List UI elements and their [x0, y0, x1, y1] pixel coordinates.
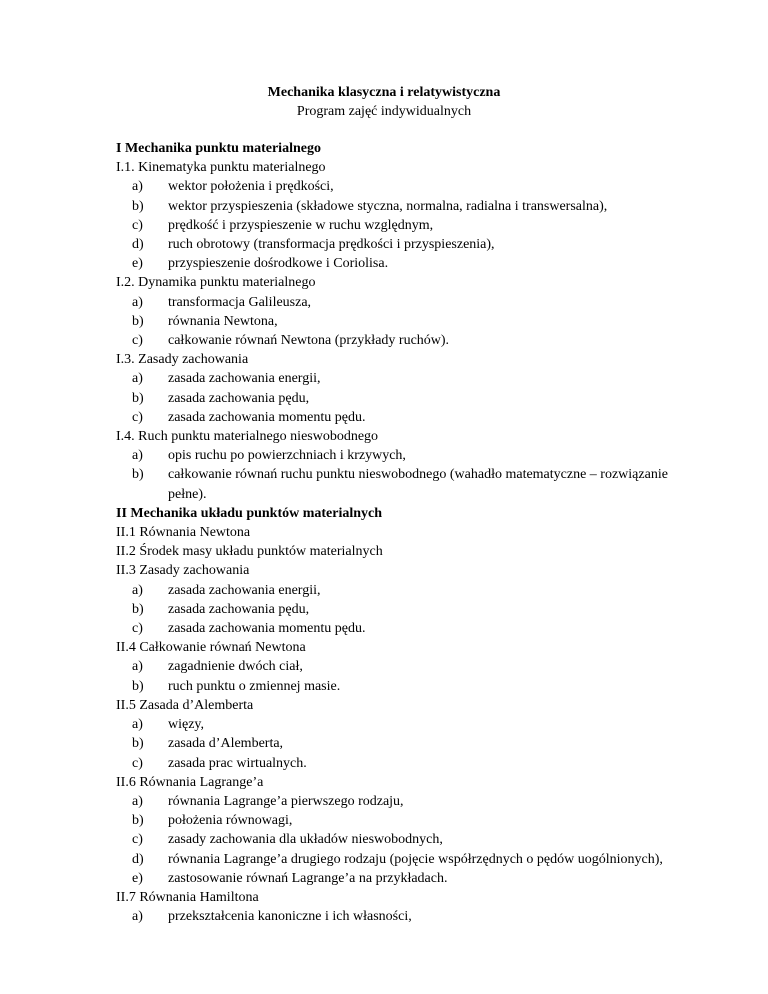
list-item	[116, 619, 676, 638]
section-heading: II.7 Równania Hamiltona	[116, 889, 259, 905]
list-item-text: zasada zachowania pędu,	[168, 601, 310, 617]
part-heading: I Mechanika punktu materialnego	[116, 141, 321, 156]
list-item	[116, 677, 676, 696]
syllabus-content	[116, 139, 676, 926]
list-item-label: c)	[132, 621, 143, 637]
list-item-label: b)	[132, 467, 144, 483]
list-item-text: przyspieszenie dośrodkowe i Coriolisa.	[168, 256, 389, 272]
list-item-text: transformacja Galileusza,	[168, 294, 312, 310]
list-item-label: e)	[132, 256, 143, 272]
list-item	[116, 657, 676, 676]
list-item	[116, 197, 676, 216]
list-item-text: całkowanie równań ruchu punktu nieswobodnego (wahadło matematyczne – rozwiązanie	[168, 467, 668, 483]
list-item	[116, 312, 676, 331]
list-item	[116, 389, 676, 408]
list-item	[116, 850, 676, 869]
list-item-label: c)	[132, 409, 143, 425]
list-item-text: zasada zachowania energii,	[168, 582, 321, 598]
list-item-label: a)	[132, 909, 143, 925]
list-item-label: d)	[132, 851, 144, 867]
part-heading: II Mechanika układu punktów materialnych	[116, 505, 383, 521]
list-item-label: c)	[132, 333, 143, 349]
list-item-text: przekształcenia kanoniczne i ich własności,	[168, 909, 412, 925]
list-item-text: zasada d’Alemberta,	[168, 736, 284, 752]
list-item-label: b)	[132, 813, 144, 829]
list-item-text: zasada zachowania energii,	[168, 371, 321, 387]
list-item-label: b)	[132, 198, 144, 214]
list-item	[116, 754, 676, 773]
list-item-label: a)	[132, 717, 143, 733]
list-item-text: wektor położenia i prędkości,	[168, 179, 334, 195]
section-heading: I.4. Ruch punktu materialnego nieswobodnego	[116, 429, 379, 445]
list-item-text: położenia równowagi,	[168, 813, 293, 829]
list-item	[116, 869, 676, 888]
list-item-label: d)	[132, 237, 144, 253]
list-item-label: e)	[132, 870, 143, 886]
list-item	[116, 734, 676, 753]
list-item-label: b)	[132, 678, 144, 694]
list-item	[116, 216, 676, 235]
list-item-label: b)	[132, 736, 144, 752]
section-heading: I.1. Kinematyka punktu materialnego	[116, 160, 326, 176]
list-item-text: zastosowanie równań Lagrange’a na przykładach.	[168, 870, 448, 886]
section-heading: II.4 Całkowanie równań Newtona	[116, 640, 306, 656]
section-heading: II.6 Równania Lagrange’a	[116, 774, 264, 790]
list-item	[116, 715, 676, 734]
list-item	[116, 254, 676, 273]
list-item	[116, 235, 676, 254]
list-item-text: ruch obrotowy (transformacja prędkości i przyspieszenia),	[168, 237, 495, 253]
list-item-label: a)	[132, 793, 143, 809]
list-item-label: a)	[132, 659, 143, 675]
section-heading: II.1 Równania Newtona	[116, 525, 251, 541]
list-item	[116, 792, 676, 811]
list-item	[116, 600, 676, 619]
list-item	[116, 830, 676, 849]
section-heading: I.3. Zasady zachowania	[116, 352, 249, 368]
list-item-text: całkowanie równań Newtona (przykłady ruchów).	[168, 333, 450, 349]
list-item-text: więzy,	[168, 717, 205, 733]
list-item-text: zasada zachowania momentu pędu.	[168, 409, 366, 425]
list-item	[116, 331, 676, 350]
list-item-text: równania Lagrange’a pierwszego rodzaju,	[168, 793, 404, 809]
list-item-label: a)	[132, 371, 143, 387]
list-item	[116, 811, 676, 830]
section-heading: II.5 Zasada d’Alemberta	[116, 697, 254, 713]
list-item-text: ruch punktu o zmiennej masie.	[168, 678, 341, 694]
list-item-label: a)	[132, 582, 143, 598]
section-heading: I.2. Dynamika punktu materialnego	[116, 275, 316, 291]
list-item-label: c)	[132, 217, 143, 233]
section-heading: II.3 Zasady zachowania	[116, 563, 250, 579]
list-item-label: a)	[132, 294, 143, 310]
list-item-text: opis ruchu po powierzchniach i krzywych,	[168, 448, 406, 464]
list-item	[116, 446, 676, 465]
list-item-label: c)	[132, 755, 143, 771]
section-heading: II.2 Środek masy układu punktów materialnych	[116, 544, 383, 560]
list-item-text: równania Lagrange’a drugiego rodzaju (pojęcie współrzędnych o pędów uogólnionych),	[168, 851, 663, 867]
list-item-label: b)	[132, 601, 144, 617]
list-item-text: prędkość i przyspieszenie w ruchu względnym,	[168, 217, 434, 233]
list-item	[116, 907, 676, 926]
list-item-text: zasady zachowania dla układów nieswobodnych,	[168, 832, 443, 848]
list-item-text: wektor przyspieszenia (składowe styczna, normalna, radialna i transwersalna),	[168, 198, 608, 214]
list-item	[116, 177, 676, 196]
document-subtitle: Program zajęć indywidualnych	[296, 104, 472, 119]
list-item-label: c)	[132, 832, 143, 848]
list-item-label: b)	[132, 313, 144, 329]
list-item	[116, 293, 676, 312]
document-header	[0, 83, 768, 121]
list-item-continuation: pełne).	[168, 486, 207, 502]
list-item-text: równania Newtona,	[168, 313, 278, 329]
list-item-text: zasada prac wirtualnych.	[168, 755, 307, 771]
list-item-text: zasada zachowania momentu pędu.	[168, 621, 366, 637]
list-item-label: b)	[132, 390, 144, 406]
list-item-label: a)	[132, 179, 143, 195]
document-title: Mechanika klasyczna i relatywistyczna	[267, 85, 501, 100]
list-item	[116, 465, 676, 484]
list-item-label: a)	[132, 448, 143, 464]
list-item-text: zasada zachowania pędu,	[168, 390, 310, 406]
list-item	[116, 369, 676, 388]
list-item-text: zagadnienie dwóch ciał,	[168, 659, 303, 675]
list-item	[116, 581, 676, 600]
list-item	[116, 408, 676, 427]
